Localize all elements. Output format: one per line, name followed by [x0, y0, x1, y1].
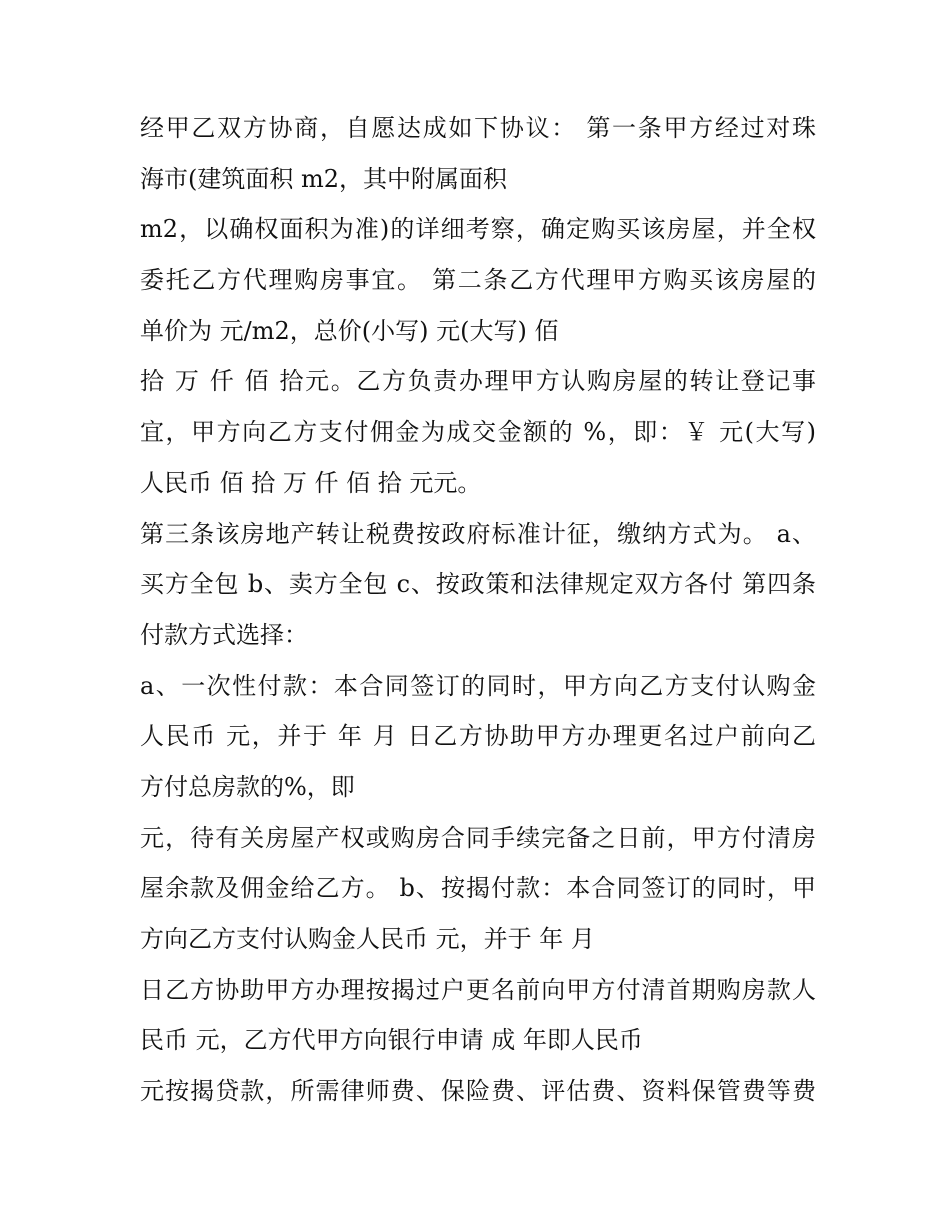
- text-line: 付款方式选择：: [140, 620, 308, 649]
- text-line: 元按揭贷款，所需律师费、保险费、评估费、资料保管费等费: [140, 1077, 816, 1106]
- text-line: 方向乙方支付认购金人民币 元，并于 年 月: [140, 925, 595, 953]
- text-line: 委托乙方代理购房事宜。 第二条乙方代理甲方购买该房屋的: [140, 266, 816, 295]
- text-line: 民币 元，乙方代甲方向银行申请 成 年即人民币: [140, 1026, 643, 1055]
- text-line: 人民币 佰 拾 万 仟 佰 拾 元元。: [140, 468, 482, 497]
- text-line: 方付总房款的%，即: [140, 772, 355, 801]
- contract-text-block: [140, 103, 816, 1117]
- text-line: 第三条该房地产转让税费按政府标准计征，缴纳方式为。 a、: [140, 519, 816, 548]
- text-line: 单价为 元/m2，总价(小写) 元(大写) 佰: [140, 316, 559, 345]
- text-line: 拾 万 仟 佰 拾元。乙方负责办理甲方认购房屋的转让登记事: [140, 367, 816, 396]
- text-line: m2，以确权面积为准)的详细考察，确定购买该房屋，并全权: [140, 215, 816, 244]
- text-line: 人民币 元，并于 年 月 日乙方协助甲方办理更名过户前向乙: [140, 722, 816, 751]
- text-line: 日乙方协助甲方办理按揭过户更名前向甲方付清首期购房款人: [140, 975, 816, 1004]
- text-line: a、一次性付款：本合同签订的同时，甲方向乙方支付认购金: [140, 671, 816, 700]
- text-line: 宜，甲方向乙方支付佣金为成交金额的 %，即：￥ 元(大写): [140, 418, 816, 447]
- text-line: 买方全包 b、卖方全包 c、按政策和法律规定双方各付 第四条: [140, 570, 816, 599]
- text-line: 经甲乙双方协商，自愿达成如下协议： 第一条甲方经过对珠: [140, 114, 816, 142]
- text-line: 海市(建筑面积 m2，其中附属面积: [140, 164, 508, 193]
- text-line: 元，待有关房屋产权或购房合同手续完备之日前，甲方付清房: [140, 823, 816, 852]
- text-line: 屋余款及佣金给乙方。 b、按揭付款：本合同签订的同时，甲: [140, 874, 816, 903]
